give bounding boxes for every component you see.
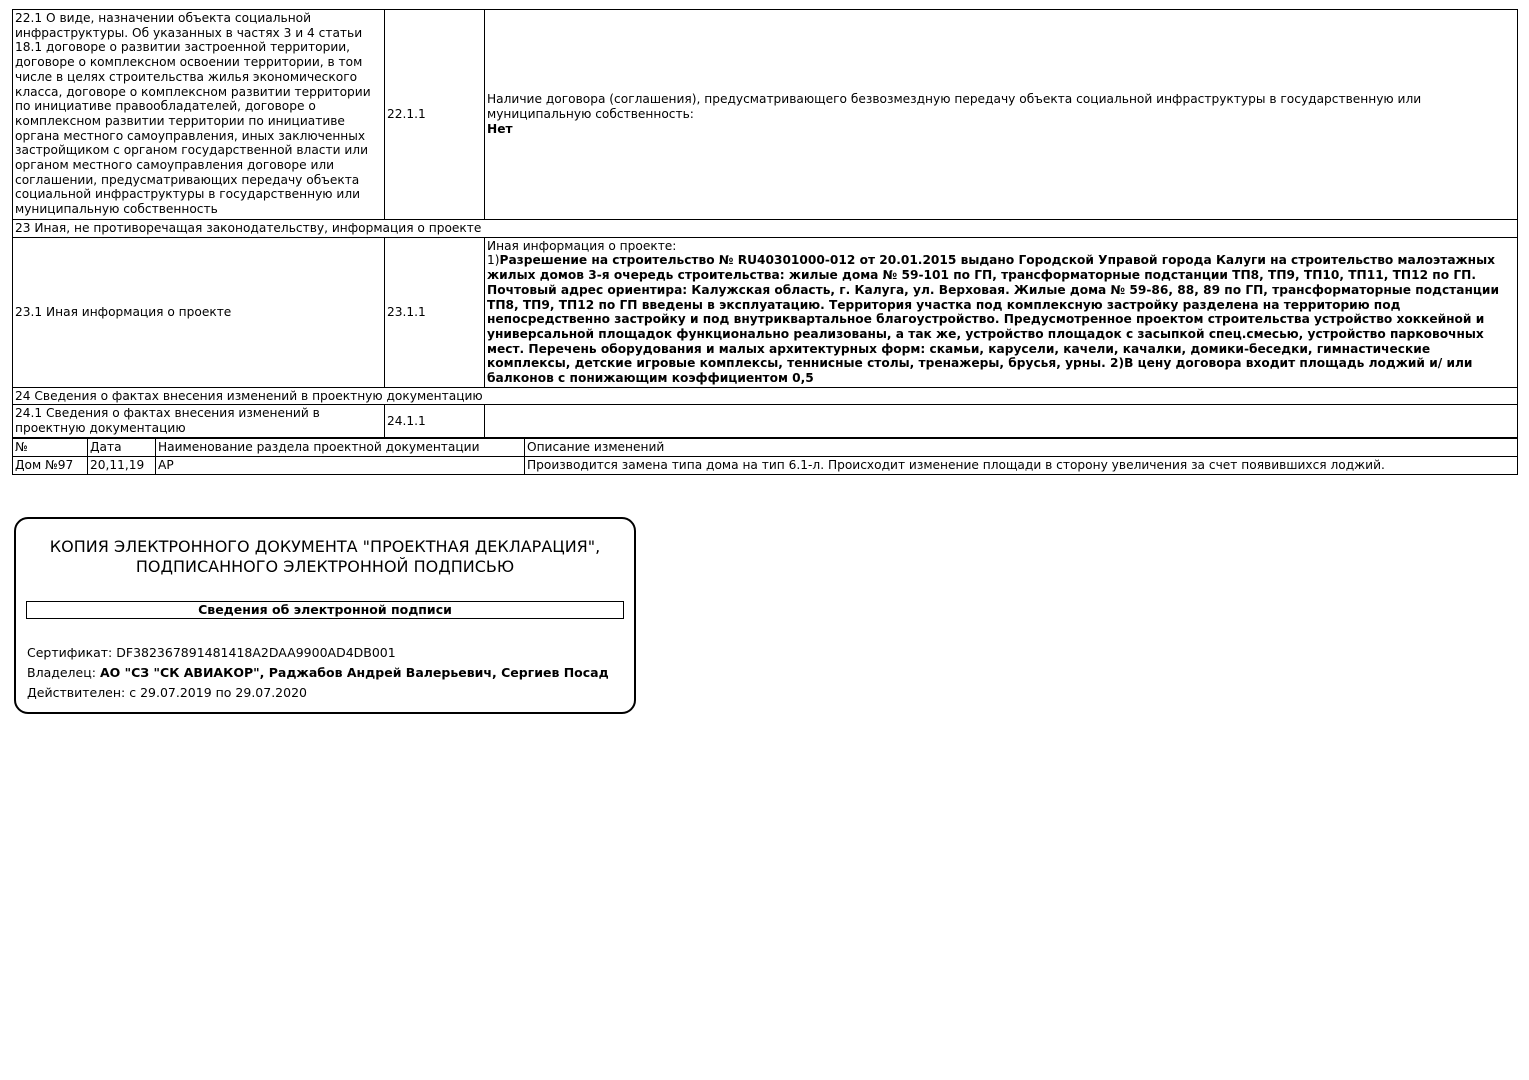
changes-header-section: Наименование раздела проектной документации xyxy=(156,439,525,457)
section-24-code: 24.1.1 xyxy=(385,405,485,437)
section-23-row xyxy=(13,237,1518,387)
signature-title-line-2: ПОДПИСАННОГО ЭЛЕКТРОННОЙ ПОДПИСЬЮ xyxy=(135,557,515,576)
section-23-header: 23 Иная, не противоречащая законодательству, информация о проекте xyxy=(13,220,1518,238)
signature-stamp xyxy=(14,517,636,714)
owner-value: АО "СЗ "СК АВИАКОР", Раджабов Андрей Валерьевич, Сергиев Посад xyxy=(99,665,609,680)
section-22-title: 22.1 О виде, назначении объекта социальной инфраструктуры. Об указанных в частях 3 и 4 статьи 18.1 договоре о развитии застроенной территории, договоре о комплексном освоении территории, в том числе в целях строительства жилья экономического класса, договоре о комплексном развитии территории по инициативе правообладателей, договоре о комплексном развитии территории по инициативе органа местного самоуправления, иных заключенных застройщиком с органом государственной власти или органом местного самоуправления договоре или соглашении, предусматривающих передачу объекта социальной инфраструктуры в государственную или муниципальную собственность xyxy=(13,10,385,220)
validity-value: с 29.07.2019 по 29.07.2020 xyxy=(129,685,307,700)
section-24-header: 24 Сведения о фактах внесения изменений в проектную документацию xyxy=(13,387,1518,405)
section-24-row xyxy=(13,405,1518,437)
changes-table xyxy=(12,438,1518,475)
change-number: Дом №97 xyxy=(13,457,88,475)
section-22-row xyxy=(13,10,1518,220)
section-23-text xyxy=(487,253,1515,385)
section-22-content xyxy=(485,10,1518,220)
signature-header: Сведения об электронной подписи xyxy=(26,601,624,619)
validity-line xyxy=(27,685,307,701)
section-22-value: Нет xyxy=(487,121,513,136)
section-23-content xyxy=(485,237,1518,387)
change-section: АР xyxy=(156,457,525,475)
section-24-header-row xyxy=(13,387,1518,405)
section-23-value: Разрешение на строительство № RU40301000-012 от 20.01.2015 выдано Городской Управой города Калуги на строительство малоэтажных жилых домов 3-я очередь строительства: жилые дома № 59-101 по ГП, трансформаторные подстанции ТП8, ТП9, ТП10, ТП11, ТП12 по ГП. Почтовый адрес ориентира: Калужская область, г. Калуга, ул. Верховая. Жилые дома № 59-86, 88, 89 по ГП, трансформаторные подстанции ТП8, ТП9, ТП12 по ГП введены в эксплуатацию. Территория участка под комплексную застройку разделена на территорию под непосредственно застройку и под внутриквартальное благоустройство. Предусмотренное проектом строительства устройство хоккейной и универсальной площадок функционально реализованы, а так же, устройство площадок с засыпкой спец.смесью, устройство парковочных мест. Перечень оборудования и малых архитектурных форм: скамьи, карусели, качели, качалки, домики-беседки, гимнастические комплексы, детские игровые комплексы, теннисные столы, тренажеры, брусья, урны. 2)В цену договора входит площадь лоджий и/ или балконов с понижающим коэффициентом 0,5 xyxy=(487,253,1499,386)
certificate-value: DF382367891481418A2DAA9900AD4DB001 xyxy=(116,645,396,660)
owner-line xyxy=(27,665,609,681)
changes-header-row xyxy=(13,439,1518,457)
section-24-value xyxy=(485,405,1518,437)
section-23-prefix: 1) xyxy=(487,253,500,268)
section-23-header-row xyxy=(13,220,1518,238)
signature-title-line-1: КОПИЯ ЭЛЕКТРОННОГО ДОКУМЕНТА "ПРОЕКТНАЯ ДЕКЛАРАЦИЯ", xyxy=(49,537,601,556)
changes-header-number: № xyxy=(13,439,88,457)
section-23-code: 23.1.1 xyxy=(385,237,485,387)
section-23-label: Иная информация о проекте: xyxy=(487,238,677,253)
table-row xyxy=(13,457,1518,475)
declaration-table xyxy=(12,9,1518,438)
section-24-title: 24.1 Сведения о фактах внесения изменений в проектную документацию xyxy=(13,405,385,437)
change-date: 20,11,19 xyxy=(88,457,156,475)
changes-header-description: Описание изменений xyxy=(525,439,1518,457)
owner-label: Владелец: xyxy=(27,665,100,680)
section-22-code: 22.1.1 xyxy=(385,10,485,220)
section-23-title: 23.1 Иная информация о проекте xyxy=(13,237,385,387)
certificate-line xyxy=(27,645,396,661)
change-description: Производится замена типа дома на тип 6.1-л. Происходит изменение площади в сторону увеличения за счет появившихся лоджий. xyxy=(525,457,1518,475)
changes-header-date: Дата xyxy=(88,439,156,457)
validity-label: Действителен: xyxy=(27,685,130,700)
signature-title xyxy=(16,537,634,577)
section-22-label: Наличие договора (соглашения), предусматривающего безвозмездную передачу объекта социальной инфраструктуры в государственную или муниципальную собственность: xyxy=(487,92,1422,122)
certificate-label: Сертификат: xyxy=(27,645,117,660)
